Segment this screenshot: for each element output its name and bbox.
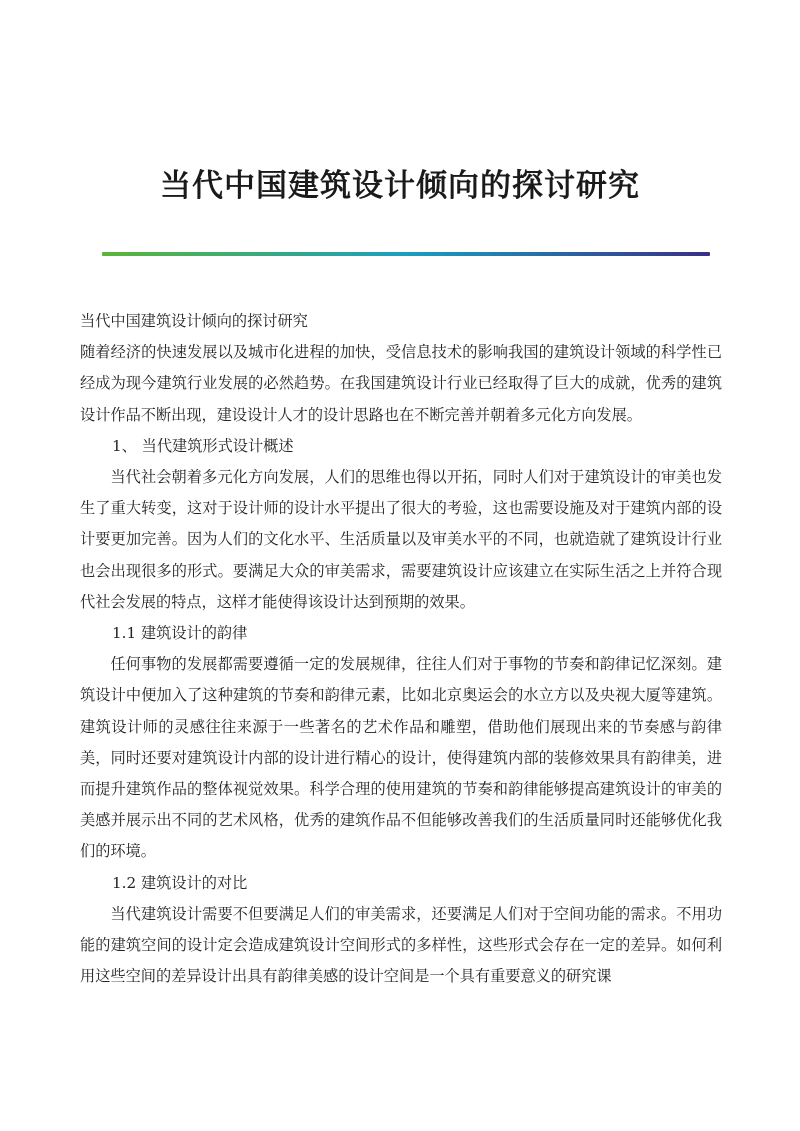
title-divider [102, 252, 710, 256]
document-body [80, 306, 722, 992]
document-title: 当代中国建筑设计倾向的探讨研究 [160, 168, 640, 204]
section-paragraph-1: 当代社会朝着多元化方向发展，人们的思维也得以开拓，同时人们对于建筑设计的审美也发生了重大转变，这对于设计师的设计水平提出了很大的考验，这也需要设施及对于建筑内部的设计要更加完善。因为人们的文化水平、生活质量以及审美水平的不同，也就造就了建筑设计行业也会出现很多的形式。要满足大众的审美需求，需要建筑设计应该建立在实际生活之上并符合现代社会发展的特点，这样才能使得该设计达到预期的效果。 [80, 468, 722, 611]
document-subtitle: 当代中国建筑设计倾向的探讨研究 [80, 312, 308, 330]
section-paragraph-1-1: 任何事物的发展都需要遵循一定的发展规律，往往人们对于事物的节奏和韵律记忆深刻。建筑设计中便加入了这种建筑的节奏和韵律元素，比如北京奥运会的水立方以及央视大厦等建筑。建筑设计师的灵感往往来源于一些著名的艺术作品和雕塑，借助他们展现出来的节奏感与韵律美，同时还要对建筑设计内部的设计进行精心的设计，使得建筑内部的装修效果具有韵律美，进而提升建筑作品的整体视觉效果。科学合理的使用建筑的节奏和韵律能够提高建筑设计的审美的美感并展示出不同的艺术风格，优秀的建筑作品不但能够改善我们的生活质量同时还能够优化我们的环境。 [80, 655, 722, 861]
section-paragraph-1-2: 当代建筑设计需要不但要满足人们的审美需求，还要满足人们对于空间功能的需求。不用功能的建筑空间的设计定会造成建筑设计空间形式的多样性，这些形式会存在一定的差异。如何利用这些空间的差异设计出具有韵律美感的设计空间是一个具有重要意义的研究课 [80, 904, 722, 986]
section-heading-1: 1、 当代建筑形式设计概述 [112, 436, 294, 455]
section-heading-1-2: 1.2 建筑设计的对比 [112, 873, 248, 892]
section-heading-1-1: 1.1 建筑设计的韵律 [112, 624, 248, 643]
intro-paragraph: 随着经济的快速发展以及城市化进程的加快，受信息技术的影响我国的建筑设计领域的科学性已经成为现今建筑行业发展的必然趋势。在我国建筑设计行业已经取得了巨大的成就，优秀的建筑设计作品不断出现，建设设计人才的设计思路也在不断完善并朝着多元化方向发展。 [80, 343, 722, 424]
